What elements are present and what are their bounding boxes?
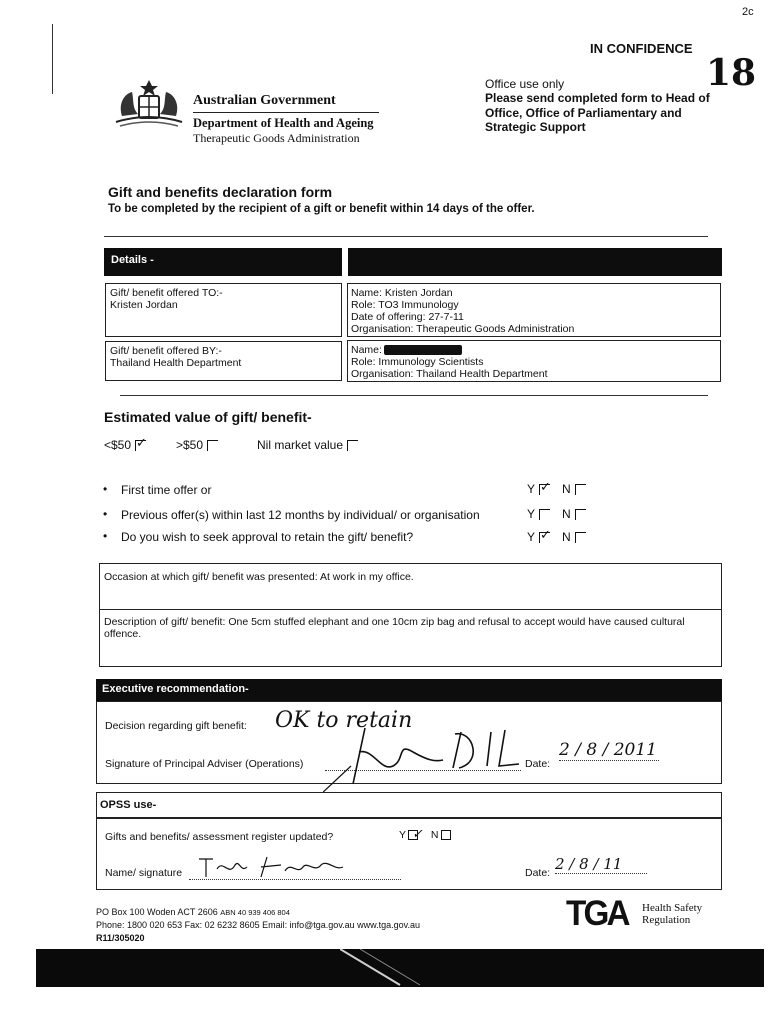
tga-tagline-2: Regulation bbox=[642, 914, 691, 926]
confidentiality-label: IN CONFIDENCE bbox=[590, 41, 693, 56]
decision-value: OK to retain bbox=[275, 708, 413, 733]
question-3: Do you wish to seek approval to retain the gift/ benefit? bbox=[121, 530, 414, 544]
name-signature-label: Name/ signature bbox=[105, 867, 183, 879]
title-rule bbox=[104, 236, 708, 237]
question-2-answers bbox=[527, 507, 586, 521]
exec-date-value: 2 / 8 / 2011 bbox=[559, 740, 659, 761]
q1-yes-label: Y bbox=[527, 482, 536, 496]
decision-label: Decision regarding gift benefit: bbox=[105, 720, 247, 732]
register-answers bbox=[399, 829, 451, 841]
tga-logo: TGA bbox=[566, 894, 628, 933]
offered-by-box bbox=[105, 341, 342, 381]
bullet-2: • bbox=[103, 507, 108, 521]
signature-label: Signature of Principal Adviser (Operations) bbox=[105, 758, 304, 770]
occasion-description-box bbox=[99, 563, 722, 667]
department-name: Department of Health and Ageing bbox=[193, 116, 374, 130]
register-no-checkbox[interactable] bbox=[441, 830, 451, 840]
bullet-1: • bbox=[103, 482, 108, 496]
opss-date-label: Date: bbox=[525, 867, 551, 879]
offered-to-detail-box bbox=[347, 283, 721, 337]
details-header-right bbox=[348, 248, 722, 276]
register-yes-checkbox[interactable] bbox=[408, 830, 418, 840]
q2-no-label: N bbox=[562, 507, 571, 521]
value-under-50 bbox=[104, 438, 146, 452]
q1-no-label: N bbox=[562, 482, 571, 496]
footer-abn: ABN 40 939 406 804 bbox=[220, 908, 290, 917]
nil-value-checkbox[interactable] bbox=[347, 440, 358, 451]
question-2: Previous offer(s) within last 12 months by individual/ or organisation bbox=[121, 508, 480, 522]
tga-tagline bbox=[642, 902, 702, 926]
to-organisation: Organisation: Therapeutic Goods Administration bbox=[351, 323, 575, 335]
nil-value-label: Nil market value bbox=[257, 438, 344, 452]
by-name-row bbox=[351, 344, 717, 356]
question-1: First time offer or bbox=[121, 483, 212, 497]
offered-to-label: Gift/ benefit offered TO:- bbox=[110, 287, 223, 299]
under-50-checkbox[interactable] bbox=[135, 440, 146, 451]
opss-header-box bbox=[96, 792, 722, 818]
opss-header: OPSS use- bbox=[100, 799, 157, 811]
to-role: Role: TO3 Immunology bbox=[351, 299, 459, 311]
q2-no-checkbox[interactable] bbox=[575, 509, 586, 520]
government-name: Australian Government bbox=[193, 93, 336, 108]
to-name: Name: Kristen Jordan bbox=[351, 287, 453, 299]
footer-address-text: PO Box 100 Woden ACT 2606 bbox=[96, 907, 218, 917]
value-over-50 bbox=[176, 438, 218, 452]
signature-scribble bbox=[323, 722, 523, 794]
question-3-answers bbox=[527, 530, 586, 544]
value-nil bbox=[257, 438, 358, 452]
q3-yes-checkbox[interactable] bbox=[539, 532, 550, 543]
exec-date-label: Date: bbox=[525, 758, 551, 770]
office-use-label: Office use only bbox=[485, 77, 565, 91]
by-organisation: Organisation: Thailand Health Department bbox=[351, 368, 548, 380]
q1-yes-checkbox[interactable] bbox=[539, 484, 550, 495]
footer-reference: R11/305020 bbox=[96, 933, 145, 943]
page-mark: 2c bbox=[742, 6, 754, 18]
coat-of-arms-icon bbox=[112, 76, 186, 128]
by-name: Name: bbox=[351, 344, 382, 356]
header-divider bbox=[193, 112, 379, 113]
q1-no-checkbox[interactable] bbox=[575, 484, 586, 495]
footer-contact: Phone: 1800 020 653 Fax: 02 6232 8605 Email: info@tga.gov.au www.tga.gov.au bbox=[96, 920, 421, 930]
register-yes-label: Y bbox=[399, 829, 407, 841]
footer-address bbox=[96, 907, 290, 918]
opss-date-value: 2 / 8 / 11 bbox=[555, 855, 647, 874]
bullet-3: • bbox=[103, 529, 108, 543]
register-no-label: N bbox=[430, 829, 439, 841]
register-label: Gifts and benefits/ assessment register updated? bbox=[105, 831, 334, 843]
details-rule bbox=[120, 395, 708, 396]
form-title: Gift and benefits declaration form bbox=[108, 184, 333, 200]
office-use-instruction: Please send completed form to Head of Office, Office of Parliamentary and Strategic Support bbox=[485, 91, 710, 134]
tga-tagline-1: Health Safety bbox=[642, 902, 703, 914]
value-heading: Estimated value of gift/ benefit- bbox=[104, 409, 312, 425]
details-header: Details - bbox=[104, 248, 342, 276]
description-text: Description of gift/ benefit: One 5cm stuffed elephant and one 10cm zip bag and refusal to accept would have caused cultural offence. bbox=[104, 616, 685, 640]
redaction-block bbox=[384, 345, 462, 355]
agency-name: Therapeutic Goods Administration bbox=[193, 131, 360, 145]
executive-header: Executive recommendation- bbox=[96, 679, 722, 701]
register-check-mark: ✓ bbox=[412, 827, 423, 842]
q3-no-label: N bbox=[562, 530, 571, 544]
by-role: Role: Immunology Scientists bbox=[351, 356, 484, 368]
offered-by-label: Gift/ benefit offered BY:- bbox=[110, 345, 222, 357]
scan-edge-line bbox=[52, 24, 53, 94]
offered-to-box bbox=[105, 283, 342, 337]
footer-band-fold-mark bbox=[340, 949, 430, 987]
offered-by-detail-box bbox=[347, 340, 721, 382]
q3-yes-label: Y bbox=[527, 530, 536, 544]
to-date: Date of offering: 27-7-11 bbox=[351, 311, 464, 323]
over-50-checkbox[interactable] bbox=[207, 440, 218, 451]
occasion-divider bbox=[100, 609, 721, 610]
folio-number: 18 bbox=[706, 52, 757, 94]
question-1-answers bbox=[527, 482, 586, 496]
q2-yes-checkbox[interactable] bbox=[539, 509, 550, 520]
offered-to-value: Kristen Jordan bbox=[110, 299, 178, 311]
executive-box bbox=[96, 701, 722, 784]
q2-yes-label: Y bbox=[527, 507, 536, 521]
over-50-label: >$50 bbox=[176, 438, 204, 452]
offered-by-value: Thailand Health Department bbox=[110, 357, 242, 369]
occasion-text: Occasion at which gift/ benefit was presented: At work in my office. bbox=[104, 571, 414, 583]
q3-no-checkbox[interactable] bbox=[575, 532, 586, 543]
opss-signature-scribble bbox=[197, 853, 347, 881]
form-subtitle: To be completed by the recipient of a gift or benefit within 14 days of the offer. bbox=[108, 203, 535, 215]
under-50-label: <$50 bbox=[104, 438, 132, 452]
opss-box bbox=[96, 818, 722, 890]
